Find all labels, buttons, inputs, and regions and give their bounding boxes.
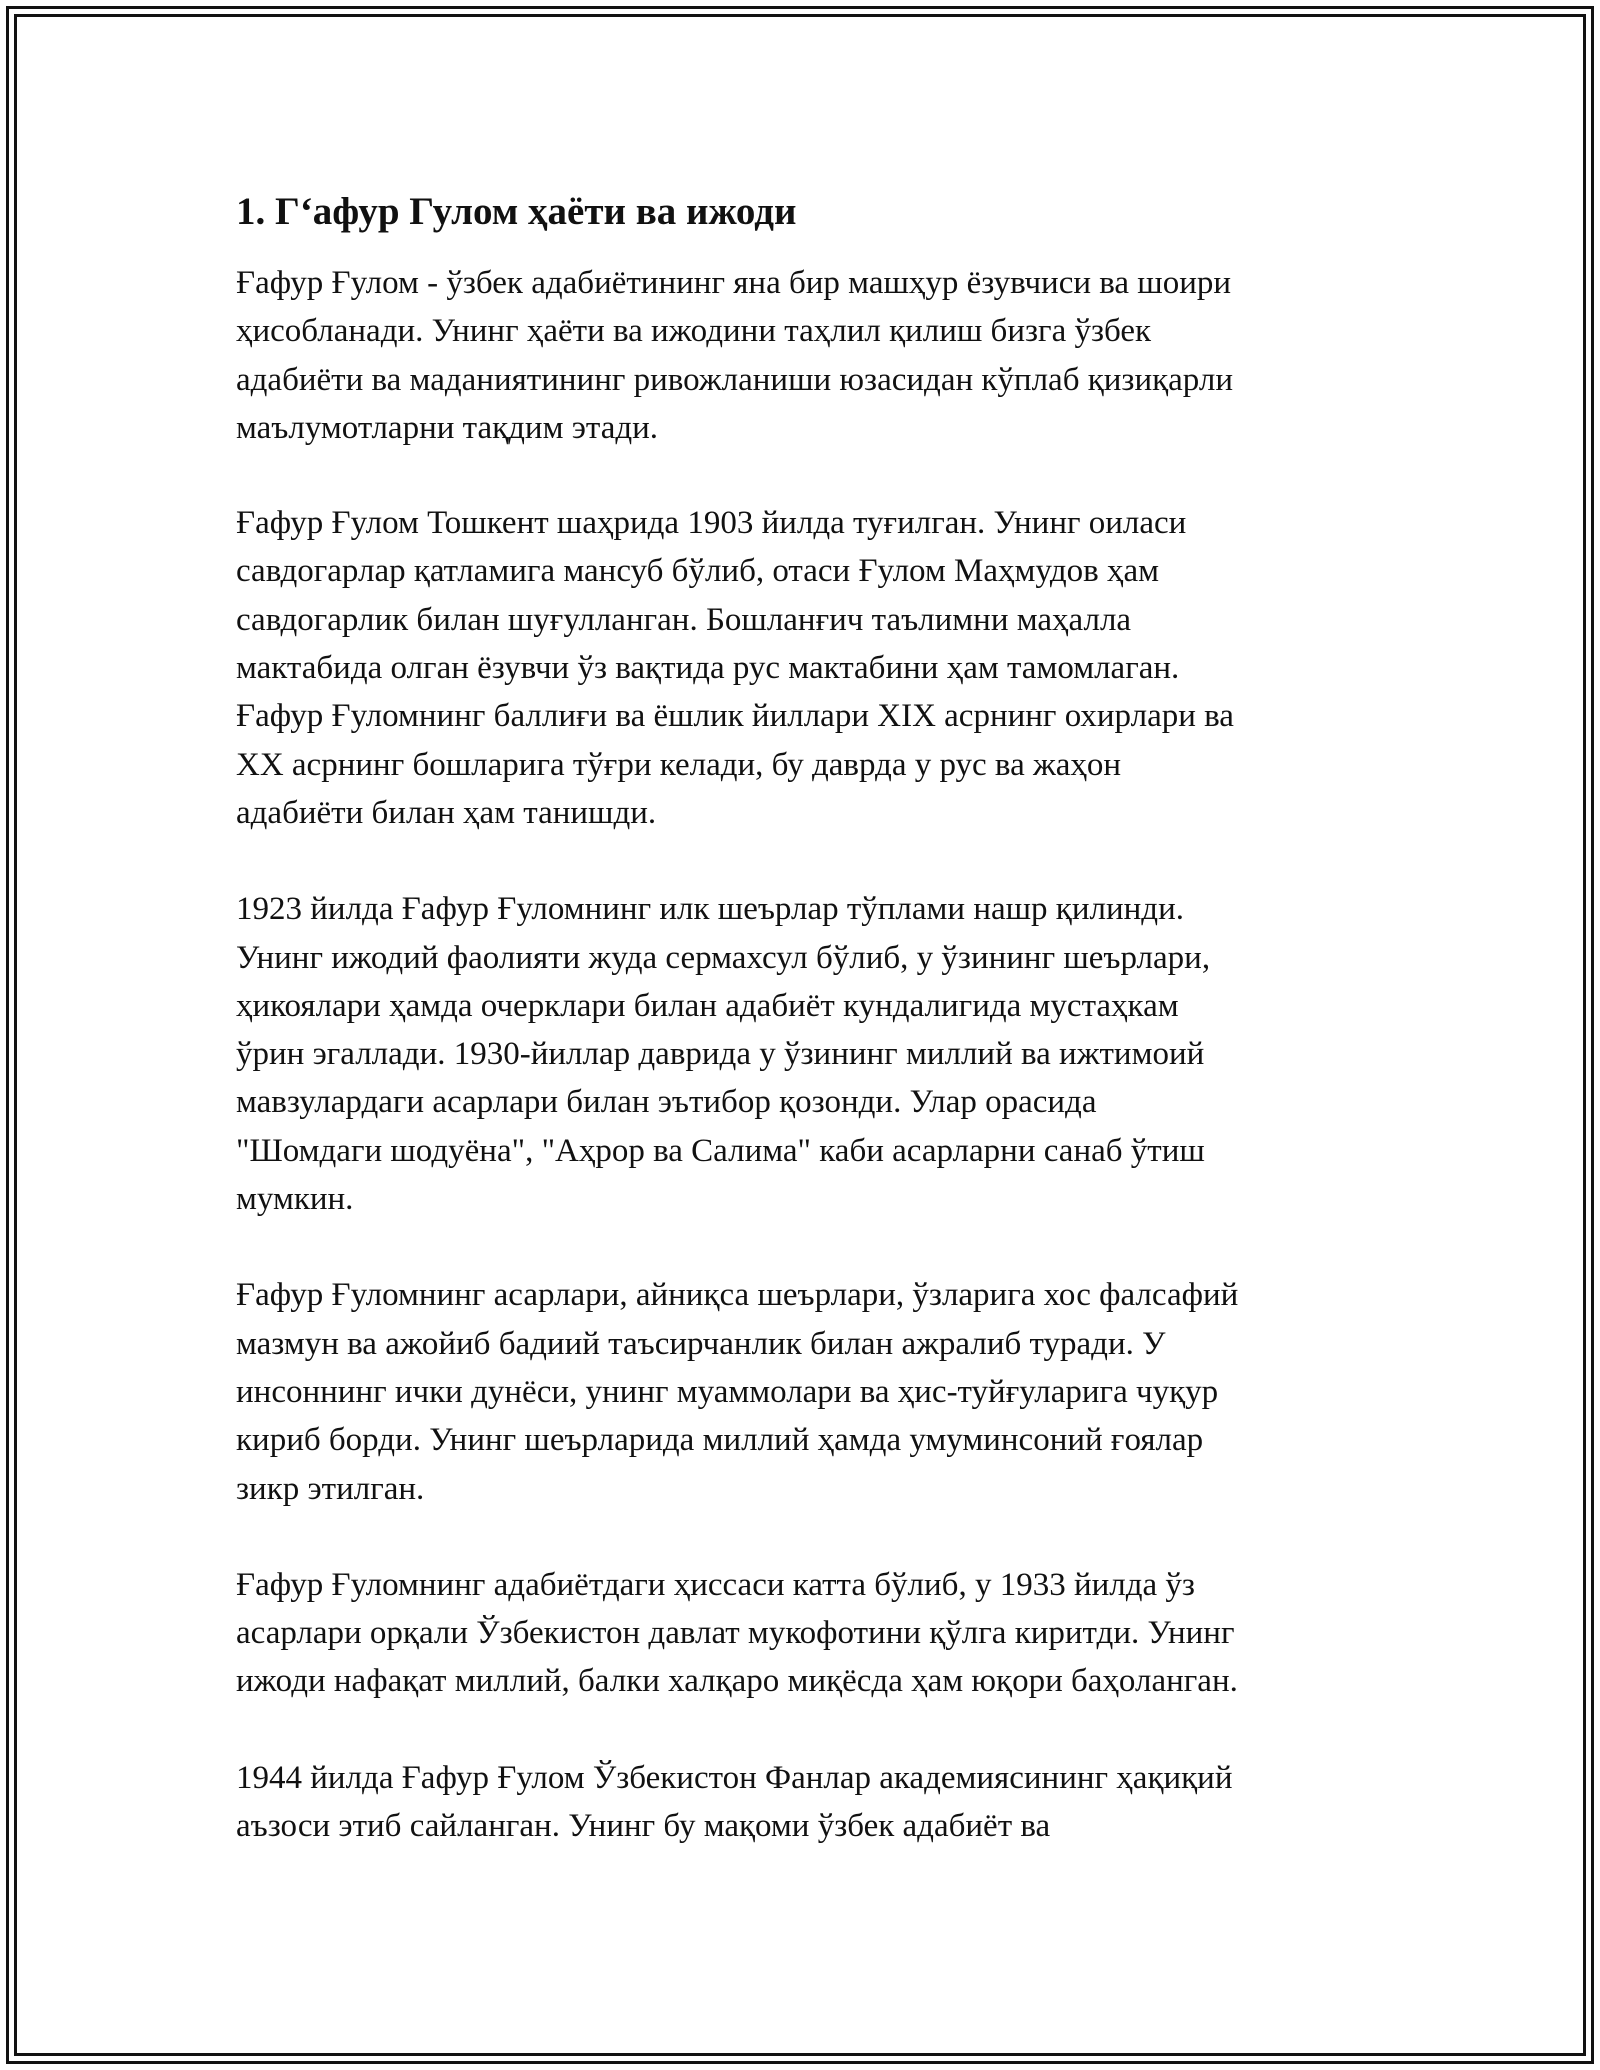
text-line: ўрин эгаллади. 1930-йиллар даврида у ўзининг миллий ва ижтимоий [236, 1036, 1205, 1073]
text-line: асарлари орқали Ўзбекистон давлат мукофотини қўлга киритди. Унинг [236, 1615, 1235, 1652]
text-line: аъзоси этиб сайланган. Унинг бу мақоми ўзбек адабиёт ва [236, 1808, 1051, 1845]
text-line: ҳисобланади. Унинг ҳаёти ва ижодини таҳлил қилиш бизга ўзбек [236, 313, 1152, 350]
text-line: мавзулардаги асарлари билан эътибор қозонди. Улар орасида [236, 1084, 1097, 1121]
text-line: "Шомдаги шодуёна", "Аҳрор ва Салима" каби асарларни санаб ўтиш [236, 1132, 1205, 1169]
paragraph-award [236, 1561, 1366, 1706]
text-line: мактабида олган ёзувчи ўз вақтида рус мактабини ҳам тамомлаган. [236, 650, 1180, 687]
paragraph-academy [236, 1754, 1366, 1851]
text-line: Ғафур Ғуломнинг баллиғи ва ёшлик йиллари XIX асрнинг охирлари ва [236, 698, 1234, 735]
text-line: мумкин. [236, 1181, 354, 1218]
text-line: Ғафур Ғулом Тошкент шаҳрида 1903 йилда туғилган. Унинг оиласи [236, 505, 1187, 542]
text-line: ҳикоялари ҳамда очерклари билан адабиёт кундалигида мустаҳкам [236, 987, 1179, 1024]
text-line: 1923 йилда Ғафур Ғуломнинг илк шеърлар тўплами нашр қилинди. [236, 891, 1184, 928]
text-line: 1944 йилда Ғафур Ғулом Ўзбекистон Фанлар академиясининг ҳақиқий [236, 1759, 1233, 1796]
text-line: маълумотларни тақдим этади. [236, 409, 659, 446]
section-heading: 1. Гʻафур Гулом ҳаёти ва ижоди [236, 190, 797, 233]
text-line: ижоди нафақат миллий, балки халқаро миқёсда ҳам юқори баҳоланган. [236, 1663, 1238, 1700]
document-body [236, 186, 1366, 1850]
paragraph-themes [236, 1271, 1366, 1512]
text-line: зикр этилган. [236, 1470, 425, 1507]
text-line: мазмун ва ажойиб бадиий таъсирчанлик билан ажралиб туради. У [236, 1325, 1166, 1362]
text-line: Унинг ижодий фаолияти жуда сермахсул бўлиб, у ўзининг шеърлари, [236, 939, 1211, 976]
text-line: адабиёти билан ҳам танишди. [236, 794, 657, 831]
text-line: инсоннинг ички дунёси, унинг муаммолари ва ҳис-туйғуларига чуқур [236, 1373, 1219, 1410]
paragraph-creative-work [236, 885, 1366, 1223]
paragraph-early-life [236, 499, 1366, 837]
text-line: Ғафур Ғулом - ўзбек адабиётининг яна бир машҳур ёзувчиси ва шоири [236, 265, 1232, 301]
text-line: адабиёти ва маданиятининг ривожланиши юзасидан кўплаб қизиқарли [236, 361, 1233, 398]
text-line: XX асрнинг бошларига тўғри келади, бу даврда у рус ва жаҳон [236, 746, 1122, 783]
paragraph-introduction [236, 259, 1366, 452]
text-line: савдогарлик билан шуғулланган. Бошланғич таълимни маҳалла [236, 601, 1132, 638]
text-line: савдогарлар қатламига мансуб бўлиб, отаси Ғулом Маҳмудов ҳам [236, 553, 1160, 590]
text-line: Ғафур Ғуломнинг асарлари, айниқса шеърлари, ўзларига хос фалсафий [236, 1277, 1239, 1314]
text-line: Ғафур Ғуломнинг адабиётдаги ҳиссаси катта бўлиб, у 1933 йилда ўз [236, 1566, 1195, 1603]
text-line: кириб борди. Унинг шеърларида миллий ҳамда умуминсоний ғоялар [236, 1422, 1204, 1459]
